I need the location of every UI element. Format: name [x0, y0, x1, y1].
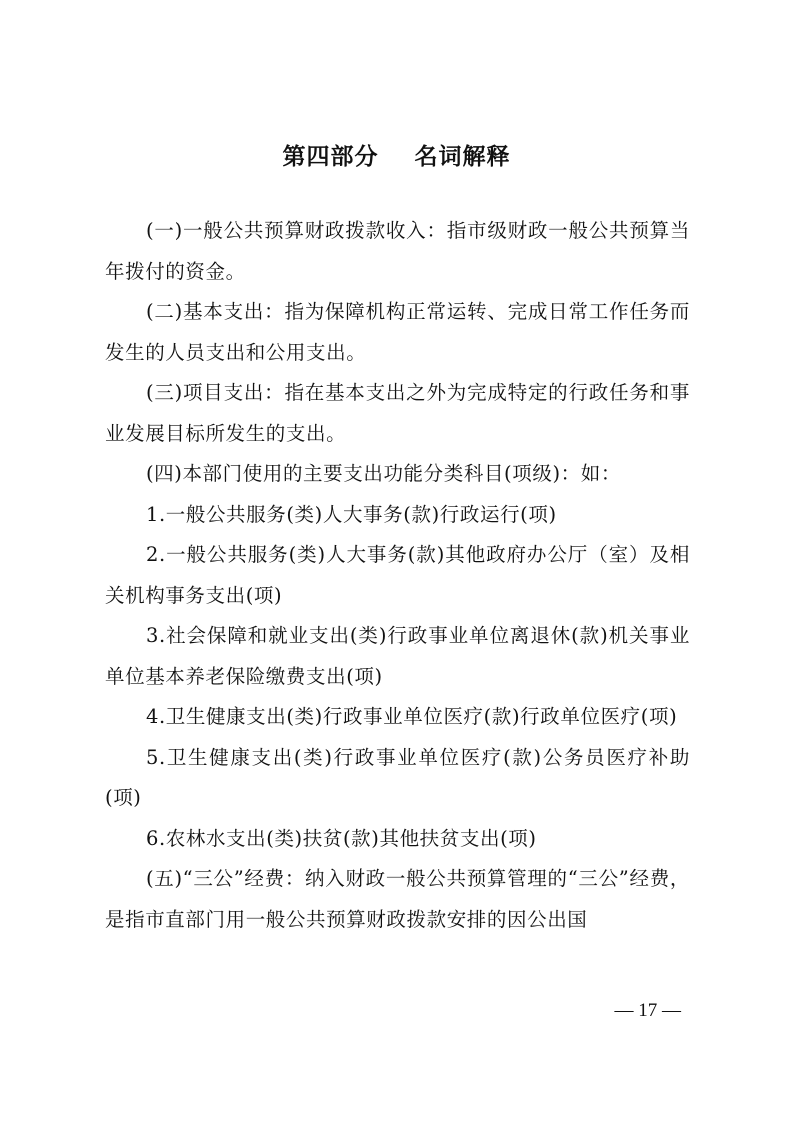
- page-title: 第四部分 名词解释: [282, 144, 511, 170]
- body-text: [105, 211, 690, 940]
- list-item-2: 2.一般公共服务(类)人大事务(款)其他政府办公厅（室）及相关机构事务支出(项): [105, 543, 690, 607]
- paragraph-3: (三)项目支出：指在基本支出之外为完成特定的行政任务和事业发展目标所发生的支出。: [105, 381, 690, 445]
- paragraph-4: (四)本部门使用的主要支出功能分类科目(项级)：如：: [145, 462, 621, 485]
- list-item-4: 4.卫生健康支出(类)行政事业单位医疗(款)行政单位医疗(项): [145, 705, 678, 728]
- page-number: — 17 —: [614, 1000, 681, 1021]
- list-item-5: 5.卫生健康支出(类)行政事业单位医疗(款)公务员医疗补助(项): [105, 745, 690, 809]
- paragraph-2: (二)基本支出：指为保障机构正常运转、完成日常工作任务而发生的人员支出和公用支出。: [105, 300, 690, 364]
- paragraph-5: (五)“三公”经费：纳入财政一般公共预算管理的“三公”经费，是指市直部门用一般公共预算财政拨款安排的因公出国: [105, 867, 690, 931]
- paragraph-1: (一)一般公共预算财政拨款收入：指市级财政一般公共预算当年拨付的资金。: [105, 219, 690, 283]
- list-item-3: 3.社会保障和就业支出(类)行政事业单位离退休(款)机关事业单位基本养老保险缴费支出(项): [105, 624, 690, 688]
- list-item-6: 6.农林水支出(类)扶贫(款)其他扶贫支出(项): [145, 826, 537, 850]
- list-item-1: 1.一般公共服务(类)人大事务(款)行政运行(项): [145, 502, 557, 526]
